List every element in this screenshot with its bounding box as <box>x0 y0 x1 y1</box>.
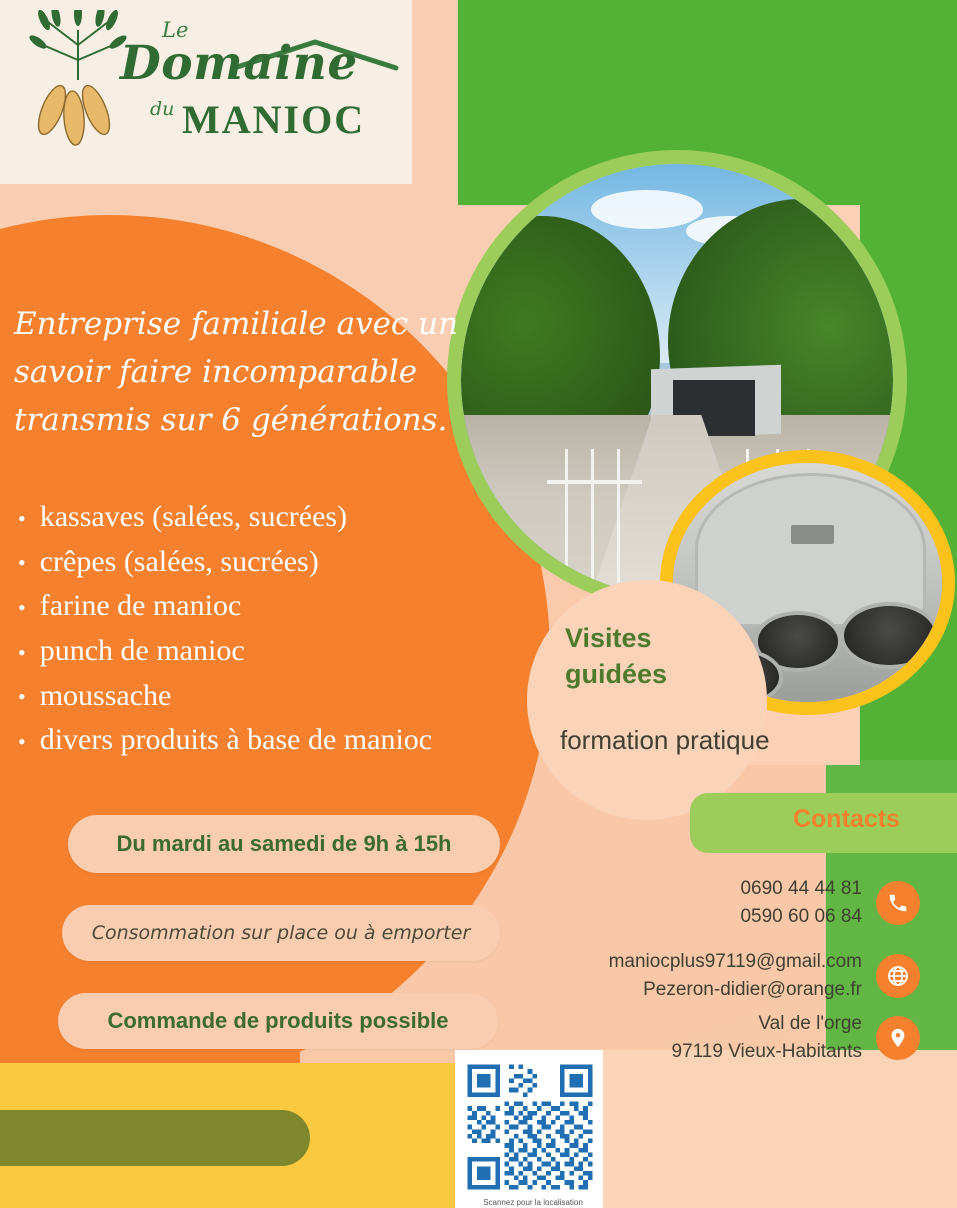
phone-icon <box>876 881 920 925</box>
contact-email-text <box>609 948 862 1003</box>
contact-address-text <box>672 1010 862 1065</box>
background-olive-bar <box>0 1110 310 1166</box>
list-item: • moussache <box>18 674 618 719</box>
contact-phone-text <box>740 875 862 930</box>
list-item: • divers produits à base de manioc <box>18 718 618 763</box>
logo <box>0 0 412 184</box>
list-item: • punch de manioc <box>18 629 618 674</box>
slogan: Entreprise familiale avec un savoir faire incomparable transmis sur 6 générations. <box>14 306 459 439</box>
map-pin-icon <box>876 1016 920 1060</box>
contact-address[interactable] <box>640 1010 920 1065</box>
qr-code[interactable] <box>463 1060 597 1194</box>
list-item: • kassaves (salées, sucrées) <box>18 495 618 540</box>
logo-domaine: Domaine <box>120 36 358 91</box>
contact-address-line-2: 97119 Vieux-Habitants <box>671 1040 862 1062</box>
oven-room-vent <box>791 525 834 544</box>
phone-glyph <box>887 892 909 914</box>
logo-manioc: MANIOC <box>182 97 366 142</box>
list-item: • crêpes (salées, sucrées) <box>18 540 618 585</box>
opening-hours-pill: Du mardi au samedi de 9h à 15h <box>68 815 500 873</box>
logo-le: Le <box>162 18 189 42</box>
consumption-pill: Consommation sur place ou à emporter <box>62 905 500 961</box>
railing-bar <box>547 480 642 484</box>
contact-email-line-1: maniocplus97119@gmail.com <box>608 951 862 972</box>
cooking-platine <box>840 602 939 670</box>
map-pin-glyph <box>887 1027 909 1049</box>
contact-address-line-1: Val de l'orge <box>758 1013 862 1034</box>
contact-phone-line-1: 0690 44 44 81 <box>740 878 862 899</box>
contacts-title: Contacts <box>793 805 900 833</box>
visits-bubble <box>527 580 767 820</box>
list-item: • farine de manioc <box>18 584 618 629</box>
contact-phone[interactable] <box>690 875 920 930</box>
orders-pill: Commande de produits possible <box>58 993 498 1049</box>
globe-glyph <box>886 964 910 988</box>
contact-email-line-2: Pezeron-didier@orange.fr <box>643 978 862 1000</box>
contact-email[interactable] <box>600 948 920 1003</box>
visits-title: Visites guidées <box>565 623 668 690</box>
logo-du: du <box>150 98 175 120</box>
background-peach-bottom-right <box>600 1050 957 1208</box>
logo-wordmark <box>120 18 405 148</box>
cloud-shape <box>591 190 703 229</box>
qr-code-glyph <box>463 1060 597 1194</box>
contact-phone-line-2: 0590 60 06 84 <box>740 905 862 927</box>
visits-subtitle: formation pratique <box>560 725 770 755</box>
globe-icon <box>876 954 920 998</box>
product-list <box>18 495 618 763</box>
qr-caption: Scannez pour la localisation <box>483 1198 583 1207</box>
